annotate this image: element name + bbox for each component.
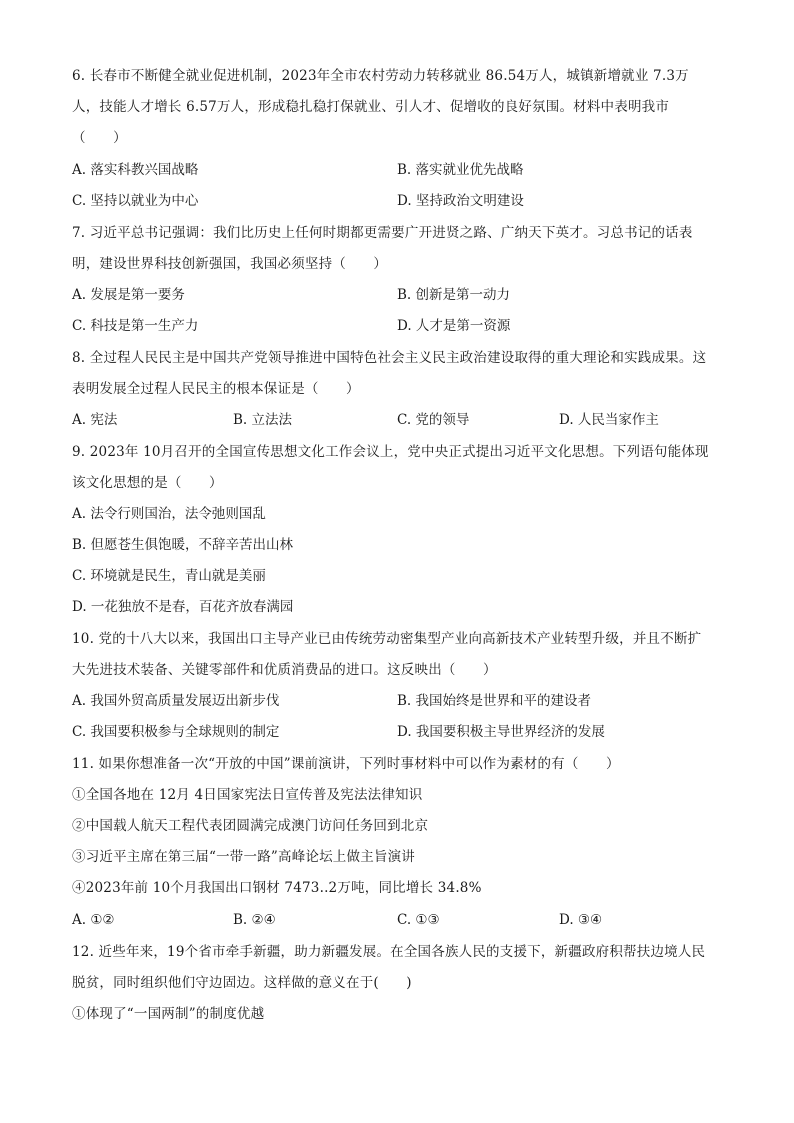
- question-8-line-2: 表明发展全过程人民民主的根本保证是（ ）: [72, 381, 360, 397]
- question-11-item-4: ④2023年前 10个月我国出口钢材 7473..2万吨，同比增长 34.8%: [72, 880, 482, 896]
- question-10-option-d: D. 我国要积极主导世界经济的发展: [397, 724, 605, 740]
- question-11-option-c: C. ①③: [397, 912, 440, 928]
- question-10-line-2: 大先进技术装备、关键零部件和优质消费品的进口。这反映出（ ）: [72, 662, 497, 678]
- question-9-option-a: A. 法令行则国治，法令弛则国乱: [72, 506, 266, 522]
- question-11-line-1: 11. 如果你想准备一次“开放的中国”课前演讲，下列时事材料中可以作为素材的有（ ）: [72, 756, 620, 772]
- question-6-line-2: 人，技能人才增长 6.57万人，形成稳扎稳打保就业、引人才、促增收的良好氛围。材料中表明我市: [72, 99, 670, 115]
- question-11-item-1: ①全国各地在 12月 4日国家宪法日宣传普及宪法法律知识: [72, 787, 423, 803]
- question-6-option-a: A. 落实科教兴国战略: [72, 162, 199, 178]
- question-8-option-c: C. 党的领导: [397, 412, 470, 428]
- question-11-option-d: D. ③④: [559, 912, 603, 928]
- question-11-option-b: B. ②④: [233, 912, 276, 928]
- question-8-option-d: D. 人民当家作主: [559, 412, 659, 428]
- question-7-option-b: B. 创新是第一动力: [397, 287, 511, 303]
- question-10-option-a: A. 我国外贸高质量发展迈出新步伐: [72, 693, 280, 709]
- question-7-line-2: 明，建设世界科技创新强国，我国必须坚持（ ）: [72, 256, 388, 272]
- question-8-option-b: B. 立法法: [233, 412, 293, 428]
- question-6-option-b: B. 落实就业优先战略: [397, 162, 524, 178]
- question-8-line-1: 8. 全过程人民民主是中国共产党领导推进中国特色社会主义民主政治建设取得的重大理论和实践成果。这: [72, 350, 707, 366]
- question-9-option-c: C. 环境就是民生，青山就是美丽: [72, 568, 266, 584]
- question-6-option-c: C. 坚持以就业为中心: [72, 193, 199, 209]
- question-7-line-1: 7. 习近平总书记强调：我们比历史上任何时期都更需要广开进贤之路、广纳天下英才。习总书记的话表: [72, 225, 693, 241]
- question-11-item-3: ③习近平主席在第三届“一带一路”高峰论坛上做主旨演讲: [72, 849, 416, 865]
- question-10-option-b: B. 我国始终是世界和平的建设者: [397, 693, 592, 709]
- question-10-option-c: C. 我国要积极参与全球规则的制定: [72, 724, 280, 740]
- question-12-line-2: 脱贫，同时组织他们守边固边。这样做的意义在于( ): [72, 975, 412, 991]
- question-9-line-2: 该文化思想的是（ ）: [72, 475, 223, 491]
- question-12-item-1: ①体现了“一国两制”的制度优越: [72, 1006, 265, 1022]
- question-11-item-2: ②中国载人航天工程代表团圆满完成澳门访问任务回到北京: [72, 818, 429, 834]
- question-6-option-d: D. 坚持政治文明建设: [397, 193, 524, 209]
- question-10-line-1: 10. 党的十八大以来，我国出口主导产业已由传统劳动密集型产业向高新技术产业转型升级，并且不断扩: [72, 631, 702, 647]
- question-7-option-c: C. 科技是第一生产力: [72, 318, 199, 334]
- question-6-line-3: （ ）: [72, 130, 127, 146]
- question-11-option-a: A. ①②: [72, 912, 115, 928]
- question-9-option-b: B. 但愿苍生俱饱暖，不辞辛苦出山林: [72, 537, 294, 553]
- question-8-option-a: A. 宪法: [72, 412, 118, 428]
- question-9-option-d: D. 一花独放不是春，百花齐放春满园: [72, 599, 294, 615]
- question-7-option-d: D. 人才是第一资源: [397, 318, 511, 334]
- question-12-line-1: 12. 近些年来，19个省市牵手新疆，助力新疆发展。在全国各族人民的支援下，新疆政府积帮扶边境人民: [72, 944, 706, 960]
- question-6-line-1: 6. 长春市不断健全就业促进机制，2023年全市农村劳动力转移就业 86.54万人，城镇新增就业 7.3万: [72, 68, 689, 84]
- question-9-line-1: 9. 2023年 10月召开的全国宣传思想文化工作会议上，党中央正式提出习近平文化思想。下列语句能体现: [72, 444, 709, 460]
- question-7-option-a: A. 发展是第一要务: [72, 287, 185, 303]
